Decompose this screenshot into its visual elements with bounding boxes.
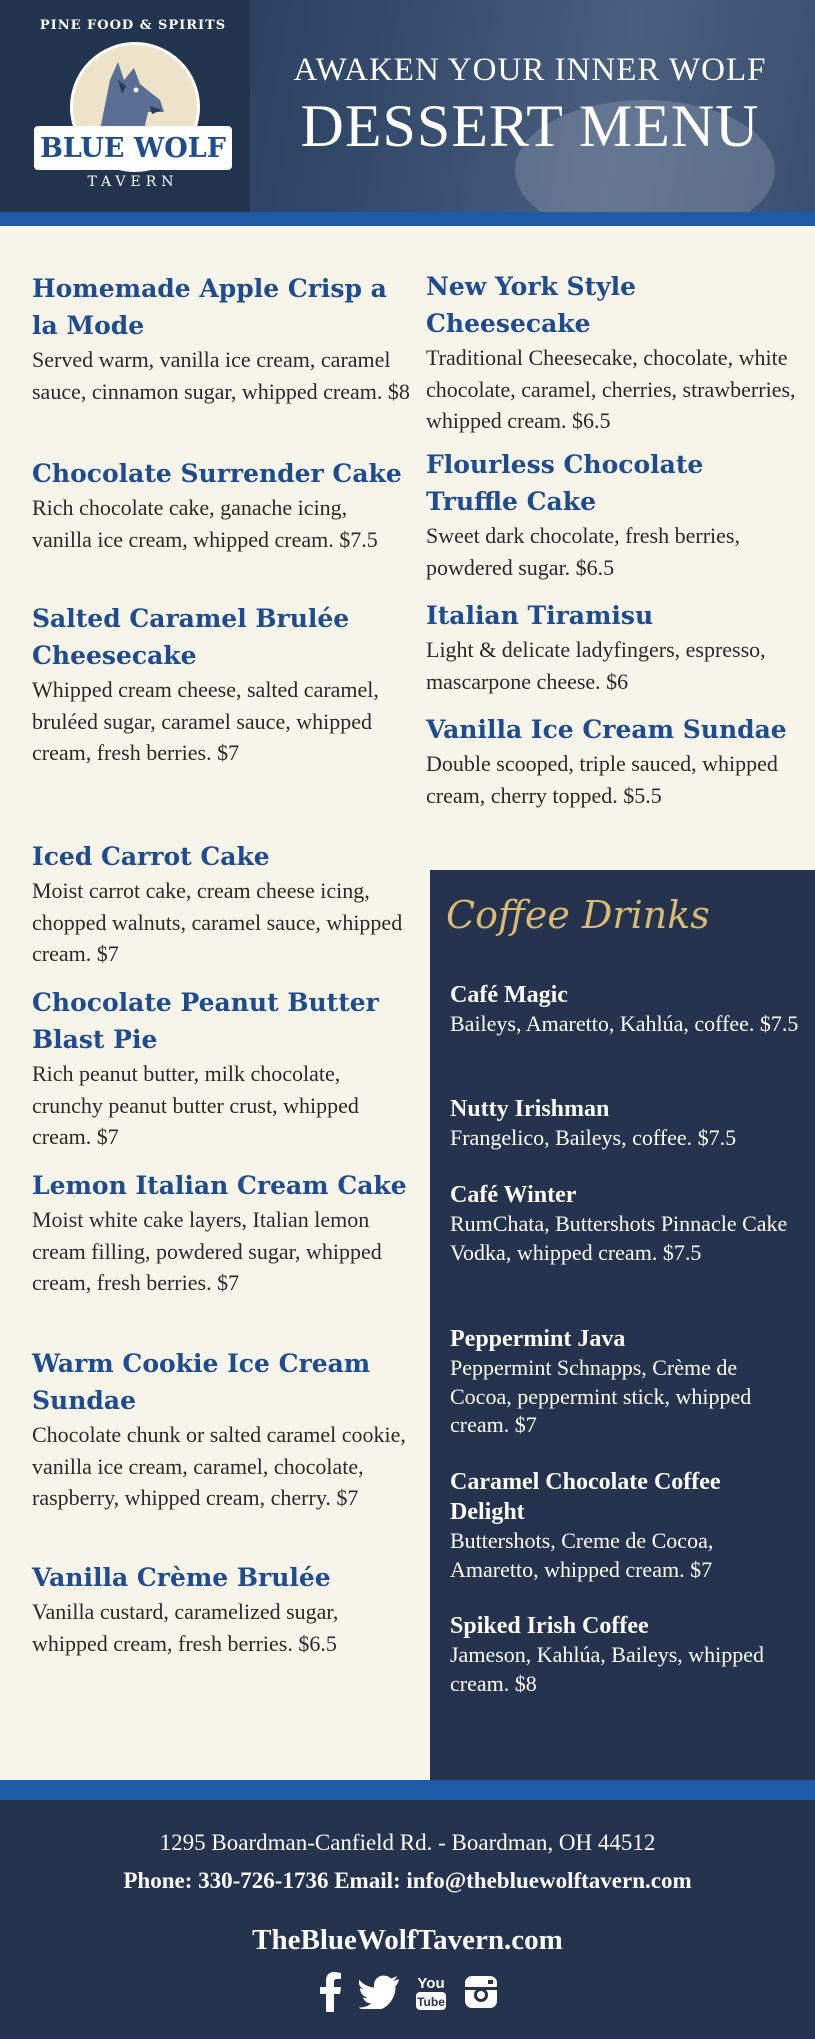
dessert-name: Chocolate Surrender Cake — [32, 459, 402, 488]
drink-name: Spiked Irish Coffee — [450, 1613, 649, 1639]
dessert-desc: Whipped cream cheese, salted caramel, bruléed sugar, caramel sauce, whipped cream, fresh berries. $7 — [32, 677, 379, 765]
dessert-name: Salted Caramel Brulée Cheesecake — [32, 604, 350, 670]
dessert-desc: Light & delicate ladyfingers, espresso, mascarpone cheese. $6 — [426, 637, 766, 694]
dessert-desc: Sweet dark chocolate, fresh berries, powdered sugar. $6.5 — [426, 523, 740, 580]
drink-desc: Buttershots, Creme de Cocoa, Amaretto, whipped cream. $7 — [450, 1528, 714, 1582]
twitter-icon[interactable] — [359, 1975, 399, 2013]
dessert-name: Vanilla Ice Cream Sundae — [426, 715, 787, 744]
instagram-icon[interactable] — [464, 1975, 498, 2013]
facebook-icon[interactable] — [318, 1972, 342, 2016]
drink-name: Caramel Chocolate Coffee Delight — [450, 1469, 721, 1525]
drink-item — [450, 1180, 800, 1267]
drink-name: Peppermint Java — [450, 1326, 626, 1352]
dessert-desc: Traditional Cheesecake, chocolate, white chocolate, caramel, cherries, strawberries, whipped cream. $6.5 — [426, 345, 796, 433]
svg-text:You: You — [417, 1975, 445, 1992]
social-links — [318, 1972, 498, 2016]
footer-divider — [0, 1780, 815, 1800]
dessert-name: Vanilla Crème Brulée — [32, 1563, 331, 1592]
drink-item — [450, 1094, 800, 1153]
dessert-item — [32, 600, 412, 769]
drink-desc: Jameson, Kahlúa, Baileys, whipped cream. $8 — [450, 1642, 765, 1696]
drink-name: Café Winter — [450, 1182, 577, 1208]
dessert-name: Iced Carrot Cake — [32, 842, 270, 871]
youtube-icon[interactable] — [415, 1972, 447, 2016]
dessert-name: Lemon Italian Cream Cake — [32, 1171, 407, 1200]
dessert-item — [32, 270, 412, 407]
dessert-name: Italian Tiramisu — [426, 601, 654, 630]
dessert-name: Flourless Chocolate Truffle Cake — [426, 450, 704, 516]
website-link[interactable]: TheBlueWolfTavern.com — [252, 1924, 563, 1956]
dessert-item — [426, 711, 801, 811]
tagline: AWAKEN YOUR INNER WOLF — [293, 52, 767, 88]
dessert-item — [32, 1345, 412, 1514]
dessert-item — [32, 1559, 412, 1659]
dessert-name: New York Style Cheesecake — [426, 272, 637, 338]
drink-name: Café Magic — [450, 982, 568, 1008]
drink-item — [450, 1611, 800, 1698]
drink-item — [450, 980, 800, 1039]
dessert-name: Warm Cookie Ice Cream Sundae — [32, 1349, 371, 1415]
drink-desc: Frangelico, Baileys, coffee. $7.5 — [450, 1125, 737, 1150]
drink-item — [450, 1467, 800, 1584]
contact-text: Phone: 330-726-1736 Email: info@thebluewolftavern.com — [123, 1868, 692, 1893]
wolf-icon — [90, 50, 174, 134]
page-title: DESSERT MENU — [300, 93, 760, 159]
drink-name: Nutty Irishman — [450, 1096, 610, 1122]
dessert-desc: Double scooped, triple sauced, whipped cream, cherry topped. $5.5 — [426, 751, 778, 808]
dessert-desc: Served warm, vanilla ice cream, caramel sauce, cinnamon sugar, whipped cream. $8 — [32, 347, 410, 404]
header-divider — [0, 212, 815, 226]
dessert-desc: Rich chocolate cake, ganache icing, vanilla ice cream, whipped cream. $7.5 — [32, 495, 378, 552]
drink-item — [450, 1324, 800, 1440]
dessert-desc: Chocolate chunk or salted caramel cookie, vanilla ice cream, caramel, chocolate, raspberry, whipped cream, cherry. $7 — [32, 1422, 406, 1510]
blue-wolf-logo — [28, 14, 238, 189]
dessert-desc: Vanilla custard, caramelized sugar, whipped cream, fresh berries. $6.5 — [32, 1599, 339, 1656]
dessert-desc: Moist carrot cake, cream cheese icing, chopped walnuts, caramel sauce, whipped cream. $7 — [32, 878, 403, 966]
drink-desc: Peppermint Schnapps, Crème de Cocoa, peppermint stick, whipped cream. $7 — [450, 1355, 752, 1437]
svg-text:Tube: Tube — [417, 1995, 446, 2009]
logo-sub: TAVERN — [87, 174, 179, 190]
dessert-item — [32, 455, 412, 555]
drink-desc: RumChata, Buttershots Pinnacle Cake Vodka, whipped cream. $7.5 — [450, 1211, 788, 1265]
drink-desc: Baileys, Amaretto, Kahlúa, coffee. $7.5 — [450, 1011, 799, 1036]
logo-name: BLUE WOLF — [40, 132, 226, 164]
dessert-name: Chocolate Peanut Butter Blast Pie — [32, 988, 379, 1054]
dessert-desc: Moist white cake layers, Italian lemon cream filling, powdered sugar, whipped cream, fresh berries. $7 — [32, 1207, 382, 1295]
logo-arc-text: PINE FOOD & SPIRITS — [39, 18, 227, 33]
dessert-item — [32, 984, 412, 1153]
dessert-item — [426, 268, 801, 437]
dessert-item — [32, 838, 412, 970]
dessert-name: Homemade Apple Crisp a la Mode — [32, 274, 387, 340]
menu-header — [0, 0, 815, 212]
dessert-desc: Rich peanut butter, milk chocolate, crunchy peanut butter crust, whipped cream. $7 — [32, 1061, 359, 1149]
dessert-item — [32, 1167, 412, 1299]
coffee-section-title: Coffee Drinks — [446, 893, 710, 937]
dessert-item — [426, 446, 801, 583]
dessert-item — [426, 597, 801, 697]
address-text: 1295 Boardman-Canfield Rd. - Boardman, OH 44512 — [159, 1830, 656, 1855]
